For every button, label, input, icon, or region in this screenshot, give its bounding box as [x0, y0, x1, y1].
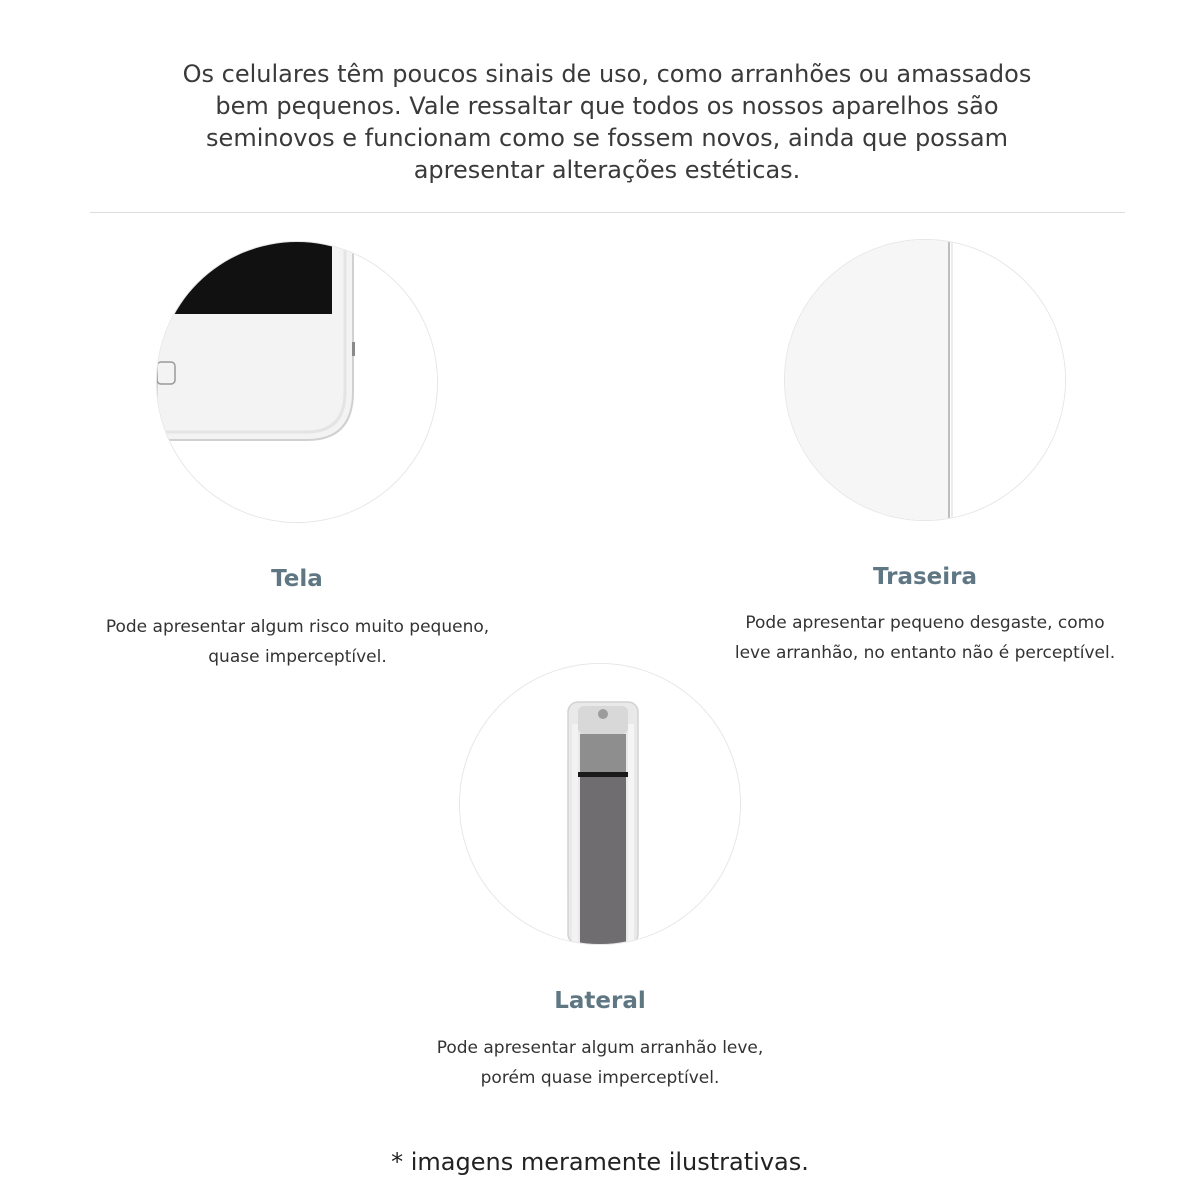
- desc-line: leve arranhão, no entanto não é perceptível.: [734, 643, 1116, 663]
- divider: [90, 212, 1125, 213]
- desc-line: Pode apresentar algum risco muito pequeno,: [105, 617, 490, 637]
- section-desc-traseira: [700, 608, 1150, 668]
- footnote: * imagens meramente ilustrativas.: [391, 1148, 809, 1176]
- desc-line: Pode apresentar algum arranhão leve,: [436, 1038, 764, 1058]
- section-title-lateral: Lateral: [554, 988, 646, 1014]
- section-desc-lateral: [380, 1033, 820, 1093]
- intro-text: [150, 58, 1064, 186]
- desc-line: quase imperceptível.: [208, 647, 387, 667]
- desc-line: Pode apresentar pequeno desgaste, como: [745, 613, 1105, 633]
- section-desc-tela: [60, 612, 535, 672]
- desc-line: porém quase imperceptível.: [480, 1068, 720, 1088]
- section-title-traseira: Traseira: [872, 564, 978, 590]
- intro-line: Os celulares têm poucos sinais de uso, como arranhões ou amassados: [182, 60, 1032, 88]
- intro-line: apresentar alterações estéticas.: [413, 156, 801, 184]
- section-title-tela: Tela: [271, 566, 323, 592]
- intro-line: seminovos e funcionam como se fossem novos, ainda que possam: [206, 124, 1008, 152]
- phone-screen-closeup-icon: [157, 242, 437, 522]
- phone-back-closeup-icon: [785, 240, 1065, 520]
- phone-side-closeup-icon: [460, 664, 740, 944]
- intro-line: bem pequenos. Vale ressaltar que todos os nossos aparelhos são: [215, 92, 999, 120]
